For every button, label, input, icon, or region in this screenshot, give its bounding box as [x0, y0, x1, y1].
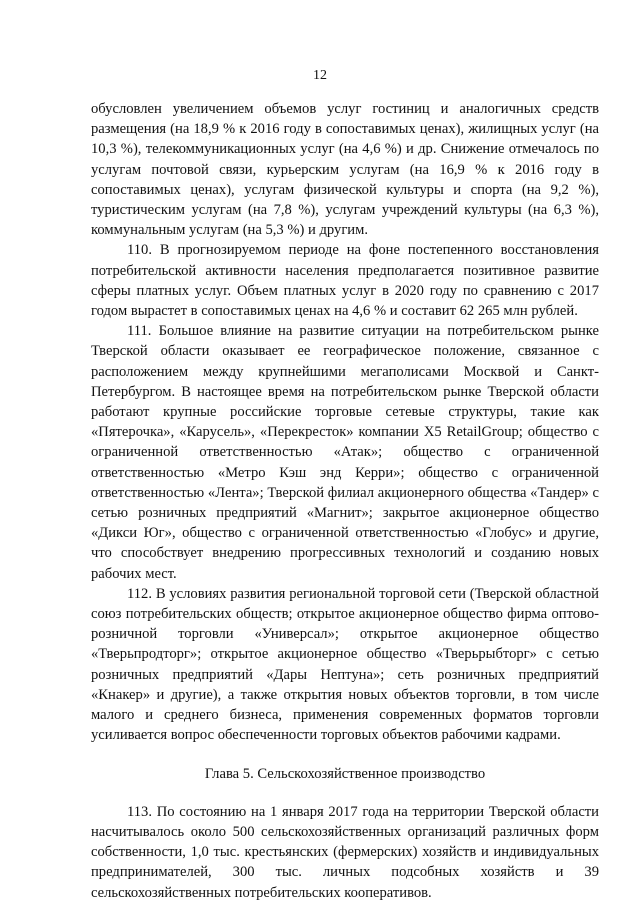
- paragraph-112: 112. В условиях развития региональной торговой сети (Тверской областной союз потребительских обществ; открытое акционерное общество фирма оптово-розничной торговли «Универсал»; открытое акционерное общество «Тверьпродторг»; открытое акционерное общество «Тверьрыбторг» с сетью розничных предприятий «Дары Нептуна»; сеть розничных предприятий «Кнакер» и другие), а также открытия новых объектов торговли, в том числе малого и среднего бизнеса, применения современных форматов торговли усиливается вопрос обеспеченности торговых объектов рабочими кадрами.: [91, 585, 599, 744]
- paragraph-113: 113. По состоянию на 1 января 2017 года на территории Тверской области насчитывалось около 500 сельскохозяйственных организаций различных форм собственности, 1,0 тыс. крестьянских (фермерских) хозяйств и индивидуальных предпринимателей, 300 тыс. личных подсобных хозяйств и 39 сельскохозяйственных потребительских кооперативов.: [91, 803, 599, 901]
- chapter-title: Глава 5. Сельскохозяйственное производство: [204, 765, 486, 782]
- document-body: [91, 99, 599, 903]
- paragraph-110: 110. В прогнозируемом периоде на фоне постепенного восстановления потребительской активности населения предполагается позитивное развитие сферы платных услуг. Объем платных услуг в 2020 году по сравнению с 2017 годом вырастет в сопоставимых ценах на 4,6 % и составит 62 265 млн рублей.: [91, 242, 599, 320]
- paragraph-111: 111. Большое влияние на развитие ситуации на потребительском рынке Тверской области оказывает ее географическое положение, связанное с расположением между крупнейшими мегаполисами Москвой и Санкт-Петербургом. В настоящее время на потребительском рынке Тверской области работают крупные российские торговые сетевые структуры, такие как «Пятерочка», «Карусель», «Перекресток» компании X5 RetailGroup; общество с ограниченной ответственностью «Атак»; общество с ограниченной ответственностью «Метро Кэш энд Керри»; общество с ограниченной ответственностью «Лента»; Тверской филиал акционерного общества «Тандер» с сетью розничных предприятий «Магнит»; закрытое акционерное общество «Дикси Юг», общество с ограниченной ответственностью «Глобус» и другие, что способствует внедрению прогрессивных технологий и созданию новых рабочих мест.: [91, 323, 599, 582]
- page-number: 12: [313, 68, 327, 83]
- paragraph-continuation: обусловлен увеличением объемов услуг гостиниц и аналогичных средств размещения (на 18,9 % к 2016 году в сопоставимых ценах), жилищных услуг (на 10,3 %), телекоммуникационных услуг (на 4,6 %) и др. Снижение отмечалось по услугам почтовой связи, курьерским услугам (на 16,9 % к 2016 году в сопоставимых ценах), услугам физической культуры и спорта (на 9,2 %), туристическим услугам (на 7,8 %), услугам учреждений культуры (на 6,3 %), коммунальным услугам (на 5,3 %) и другим.: [91, 101, 599, 239]
